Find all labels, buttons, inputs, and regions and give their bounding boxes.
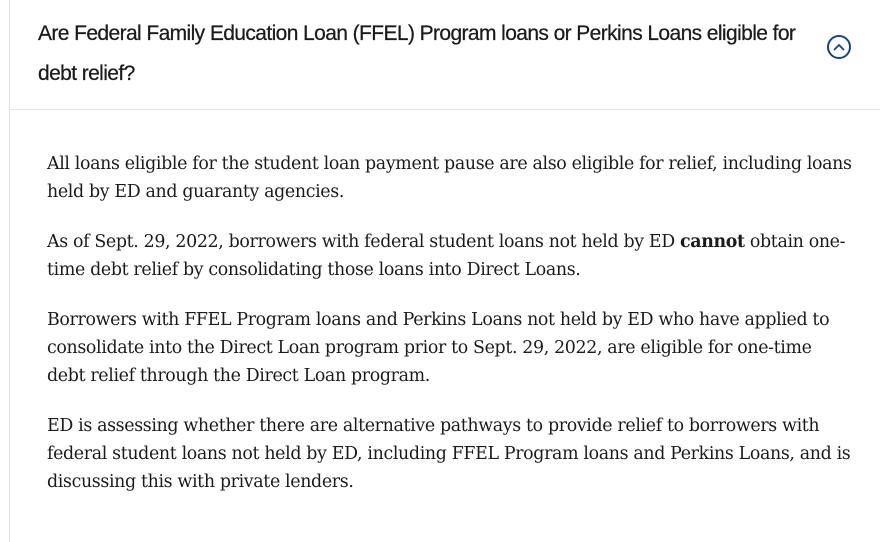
answer-paragraph-1: All loans eligible for the student loan payment pause are also eligible for relief, including loans held by ED and guaranty agencies. — [47, 154, 852, 202]
answer-paragraph-2-start: As of Sept. 29, 2022, borrowers with federal student loans not held by ED — [47, 232, 681, 252]
answer-paragraph-3: Borrowers with FFEL Program loans and Perkins Loans not held by ED who have applied to consolidate into the Direct Loan program prior to Sept. 29, 2022, are eligible for one-time debt relief through the Direct Loan program. — [47, 310, 830, 386]
faq-answer — [47, 150, 852, 518]
emphasis-cannot: cannot — [680, 232, 745, 252]
chevron-up-circle-icon[interactable] — [827, 35, 851, 59]
accordion-header[interactable] — [10, 0, 880, 110]
answer-paragraph-2-end: obtain one-time debt relief by consolidating those loans into Direct Loans. — [47, 232, 846, 280]
answer-paragraph-4: ED is assessing whether there are alternative pathways to provide relief to borrowers with federal student loans not held by ED, including FFEL Program loans and Perkins Loans, and is discussing this with private lenders. — [47, 416, 851, 492]
faq-accordion — [9, 0, 880, 542]
faq-question[interactable]: Are Federal Family Education Loan (FFEL) Program loans or Perkins Loans eligible for debt relief? — [38, 22, 796, 85]
answer-paragraph-2 — [47, 228, 852, 284]
